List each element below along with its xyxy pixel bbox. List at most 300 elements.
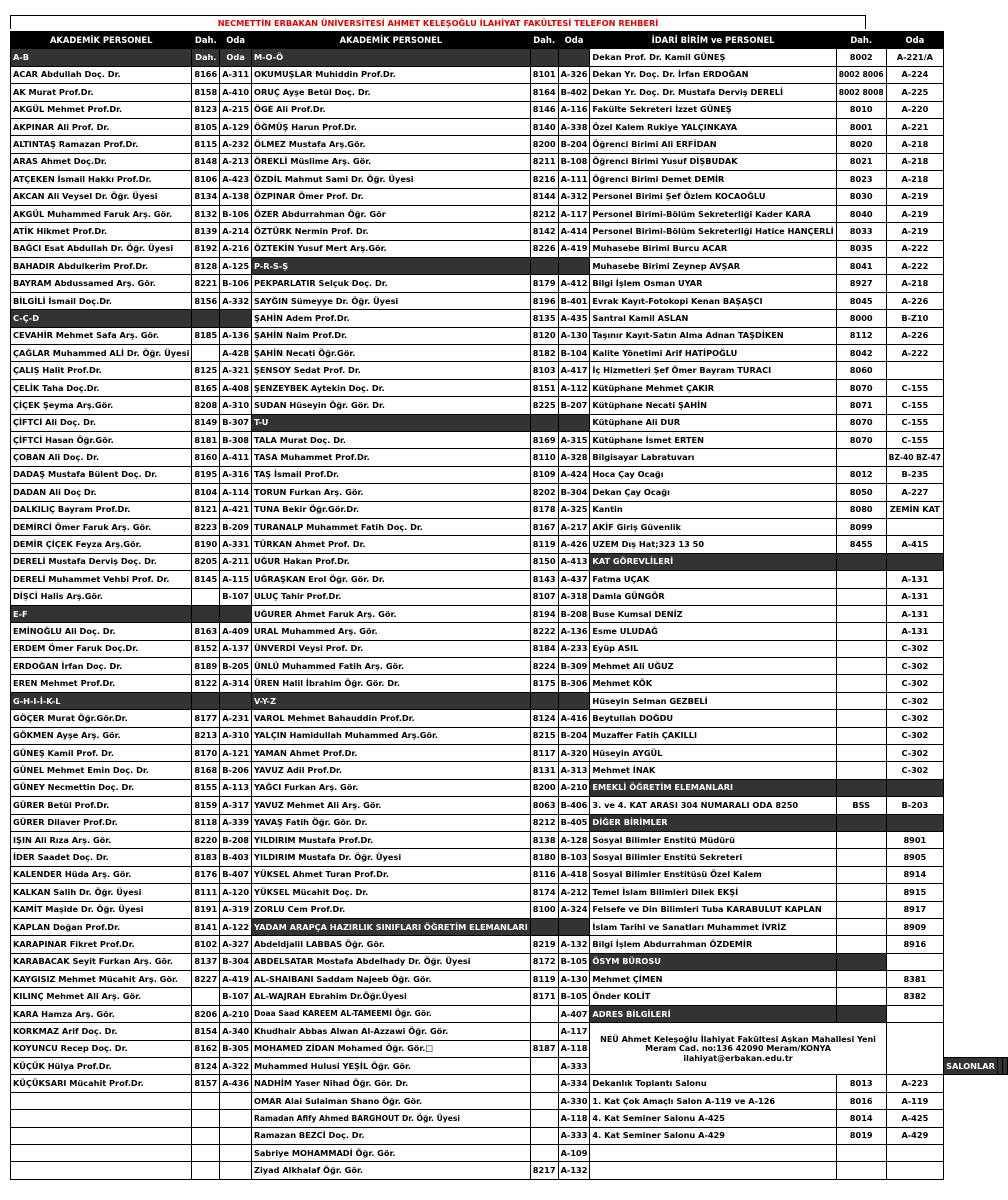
table-row (11, 1110, 1008, 1127)
entry-name: Personel Birimi Şef Özlem KOCAOĞLU (590, 188, 836, 205)
entry-name: AKGÜL Muhammed Faruk Arş. Gör. (11, 205, 192, 222)
room-number: A-138 (220, 188, 252, 205)
entry-name: IŞIN Ali Rıza Arş. Gör. (11, 831, 192, 848)
entry-name: KORKMAZ Arif Doç. Dr. (11, 1023, 192, 1040)
entry-name: Muhasebe Birimi Zeynep AVŞAR (590, 258, 836, 275)
extension-number: 8183 (192, 849, 220, 866)
extension-number: 8139 (192, 223, 220, 240)
entry-name: Dekan Çay Ocağı (590, 484, 836, 501)
room-number: 8909 (886, 918, 943, 935)
extension-number: 8196 (530, 292, 558, 309)
extension-number: 8010 (836, 101, 886, 118)
section-header: T-U (252, 414, 531, 431)
extension-number (530, 1127, 558, 1144)
entry-name: Fakülte Sekreteri İzzet GÜNEŞ (590, 101, 836, 118)
entry-name: DEMİR ÇİÇEK Feyza Arş.Gör. (11, 536, 192, 553)
extension-number: 8150 (530, 553, 558, 570)
extension-number: 8115 (192, 136, 220, 153)
room-number: B-407 (220, 866, 252, 883)
room-number: A-419 (558, 240, 590, 257)
entry-name: ŞENZEYBEK Aytekin Doç. Dr. (252, 379, 531, 396)
extension-number: 8116 (530, 866, 558, 883)
entry-name: İslam Tarihi ve Sanatları Muhammet İVRİZ (590, 918, 836, 935)
room-number: A-418 (558, 866, 590, 883)
table-row (11, 345, 1008, 362)
extension-number (836, 449, 886, 466)
extension-number: 8035 (836, 240, 886, 257)
extension-number (836, 936, 886, 953)
room-number: B-305 (220, 1040, 252, 1057)
table-row (11, 936, 1008, 953)
entry-name: ŞENSOY Sedat Prof. Dr. (252, 362, 531, 379)
extension-number: 8110 (530, 449, 558, 466)
extension-number: 8134 (192, 188, 220, 205)
entry-name: CEVAHİR Mehmet Safa Arş. Gör. (11, 327, 192, 344)
section-header-ext (530, 49, 558, 66)
extension-number: 8217 (530, 1162, 558, 1179)
room-number: A-417 (558, 362, 590, 379)
room-number: A-321 (220, 362, 252, 379)
table-row (11, 849, 1008, 866)
table-row (11, 379, 1008, 396)
extension-number: 8002 8008 (836, 84, 886, 101)
table-row (11, 101, 1008, 118)
extension-number: 8927 (836, 275, 886, 292)
entry-name: Mehmet Ali UĞUZ (590, 658, 836, 675)
section-header-room (1002, 1058, 1007, 1075)
room-number: 8382 (886, 988, 943, 1005)
entry-name: Temel İslam Bilimleri Dilek EKŞİ (590, 884, 836, 901)
table-row (11, 84, 1008, 101)
extension-number: 8121 (192, 501, 220, 518)
room-number: A-339 (220, 814, 252, 831)
room-number: C-302 (886, 640, 943, 657)
entry-name: TURANALP Muhammet Fatih Doç. Dr. (252, 518, 531, 535)
entry-name: ÜREN Halil İbrahim Öğr. Gör. Dr. (252, 675, 531, 692)
section-header-room (220, 692, 252, 709)
section-header-room (558, 692, 590, 709)
room-number: B-403 (220, 849, 252, 866)
room-number: A-219 (886, 188, 943, 205)
extension-number: 8151 (530, 379, 558, 396)
room-number: A-318 (558, 588, 590, 605)
room-number: A-413 (558, 553, 590, 570)
entry-name: DALKILIÇ Bayram Prof.Dr. (11, 501, 192, 518)
table-row (11, 171, 1008, 188)
room-number: A-233 (558, 640, 590, 657)
room-number: A-328 (558, 449, 590, 466)
col2-header-name: AKADEMİK PERSONEL (252, 32, 531, 49)
room-number: 8914 (886, 866, 943, 883)
entry-name: İDER Saadet Doç. Dr. (11, 849, 192, 866)
section-header-ext (836, 553, 886, 570)
entry-name: DERELİ Muhammet Vehbi Prof. Dr. (11, 571, 192, 588)
entry-name: KAYGISIZ Mehmet Mücahit Arş. Gör. (11, 971, 192, 988)
table-row (11, 1023, 1008, 1040)
room-number: A-217 (558, 518, 590, 535)
room-number: C-155 (886, 397, 943, 414)
entry-name: ULUÇ Tahir Prof.Dr. (252, 588, 531, 605)
extension-number (530, 1058, 558, 1075)
extension-number (836, 745, 886, 762)
room-number: B-107 (220, 988, 252, 1005)
table-row (11, 692, 1008, 709)
entry-name: Evrak Kayıt-Fotokopi Kenan BAŞAŞCI (590, 292, 836, 309)
room-number: A-218 (886, 153, 943, 170)
extension-number: 8041 (836, 258, 886, 275)
room-number (220, 1162, 252, 1179)
col1-header-ext: Dah. (192, 32, 220, 49)
room-number: A-129 (220, 118, 252, 135)
extension-number: 8146 (530, 101, 558, 118)
entry-name: UĞRAŞKAN Erol Öğr. Gör. Dr. (252, 571, 531, 588)
entry-name: Muhammed Hulusi YEŞİL Öğr. Gör. (252, 1058, 531, 1075)
entry-name: Taşınır Kayıt-Satın Alma Adnan TAŞDİKEN (590, 327, 836, 344)
extension-number: 8070 (836, 379, 886, 396)
entry-name: ATİK Hikmet Prof.Dr. (11, 223, 192, 240)
room-number: 8905 (886, 849, 943, 866)
entry-name: Mehmet KÖK (590, 675, 836, 692)
extension-number (192, 1092, 220, 1109)
section-header: C-Ç-D (11, 310, 192, 327)
room-number: A-131 (886, 605, 943, 622)
extension-number (836, 588, 886, 605)
extension-number (836, 988, 886, 1005)
room-number: A-409 (220, 623, 252, 640)
table-row (11, 779, 1008, 796)
entry-name: DERELİ Mustafa Derviş Doç. Dr. (11, 553, 192, 570)
room-number: B-209 (220, 518, 252, 535)
extension-number: 8189 (192, 658, 220, 675)
entry-name: Önder KOLİT (590, 988, 836, 1005)
extension-number (192, 988, 220, 1005)
entry-name: AKİF Giriş Güvenlik (590, 518, 836, 535)
room-number: A-334 (558, 1075, 590, 1092)
room-number: A-226 (886, 292, 943, 309)
room-number: A-130 (558, 971, 590, 988)
room-number: A-116 (558, 101, 590, 118)
room-number: A-118 (558, 1040, 590, 1057)
extension-number: 8206 (192, 1005, 220, 1022)
extension-number: 8160 (192, 449, 220, 466)
room-number: A-221 (886, 118, 943, 135)
extension-number (836, 971, 886, 988)
entry-name: DADAŞ Mustafa Bülent Doç. Dr. (11, 466, 192, 483)
room-number: C-302 (886, 658, 943, 675)
room-number: A-131 (886, 588, 943, 605)
room-number: B-304 (558, 484, 590, 501)
entry-name: Kütüphane İsmet ERTEN (590, 431, 836, 448)
table-row (11, 971, 1008, 988)
entry-name: YAĞCI Furkan Arş. Gör. (252, 779, 531, 796)
extension-number: 8142 (530, 223, 558, 240)
extension-number (836, 884, 886, 901)
table-row (11, 901, 1008, 918)
extension-number (836, 571, 886, 588)
entry-name: Beytullah DOĞDU (590, 710, 836, 727)
extension-number: 8042 (836, 345, 886, 362)
extension-number: 8163 (192, 623, 220, 640)
extension-number: 8178 (530, 501, 558, 518)
room-number: C-302 (886, 727, 943, 744)
entry-name: YILDIRIM Mustafa Dr. Öğr. Üyesi (252, 849, 531, 866)
room-number: ZEMİN KAT (886, 501, 943, 518)
section-header-ext (192, 692, 220, 709)
room-number: A-227 (886, 484, 943, 501)
entry-name: Bilgi İşlem Osman UYAR (590, 275, 836, 292)
room-number: A-212 (558, 884, 590, 901)
extension-number: 8002 8006 (836, 66, 886, 83)
extension-number: 8124 (192, 1058, 220, 1075)
entry-name: KARA Hamza Arş. Gör. (11, 1005, 192, 1022)
entry-name: ÇİÇEK Şeyma Arş.Gör. (11, 397, 192, 414)
section-header: KAT GÖREVLİLERİ (590, 553, 836, 570)
room-number: A-136 (220, 327, 252, 344)
section-header: DİĞER BİRİMLER (590, 814, 836, 831)
room-number: A-437 (558, 571, 590, 588)
extension-number: 8070 (836, 431, 886, 448)
extension-number: 8215 (530, 727, 558, 744)
extension-number: 8012 (836, 466, 886, 483)
extension-number (836, 692, 886, 709)
extension-number: 8221 (192, 275, 220, 292)
table-row (11, 223, 1008, 240)
entry-name: Personel Birimi-Bölüm Sekreterliği Hatice HANÇERLİ (590, 223, 836, 240)
table-row (11, 675, 1008, 692)
phone-directory-table (10, 31, 1008, 1180)
extension-number (192, 1145, 220, 1162)
room-number: A-424 (558, 466, 590, 483)
section-header: P-R-S-Ş (252, 258, 531, 275)
entry-name: BAĞCI Esat Abdullah Dr. Öğr. Üyesi (11, 240, 192, 257)
table-row (11, 362, 1008, 379)
table-row (11, 918, 1008, 935)
room-number: A-224 (886, 66, 943, 83)
entry-name: Esme ULUDAĞ (590, 623, 836, 640)
table-row (11, 727, 1008, 744)
room-number: A-222 (886, 240, 943, 257)
extension-number (836, 866, 886, 883)
section-header-room (220, 605, 252, 622)
entry-name: OMAR Alai Sulaiman Shano Öğr. Gör. (252, 1092, 531, 1109)
room-number: A-333 (558, 1058, 590, 1075)
extension-number: 8211 (530, 153, 558, 170)
room-number: A-131 (886, 571, 943, 588)
table-row (11, 745, 1008, 762)
room-number: A-120 (220, 884, 252, 901)
entry-name: Bilgi İşlem Abdurrahman ÖZDEMİR (590, 936, 836, 953)
extension-number: 8159 (192, 797, 220, 814)
room-number: A-219 (886, 205, 943, 222)
extension-number (530, 1075, 558, 1092)
extension-number: 8200 (530, 779, 558, 796)
table-row (11, 762, 1008, 779)
extension-number: 8060 (836, 362, 886, 379)
room-number: A-119 (886, 1092, 943, 1109)
extension-number: 8132 (192, 205, 220, 222)
table-row (11, 988, 1008, 1005)
table-row (11, 536, 1008, 553)
section-header-room (558, 49, 590, 66)
room-number (886, 1145, 943, 1162)
room-number: A-317 (220, 797, 252, 814)
extension-number: 8109 (530, 466, 558, 483)
extension-number: 8033 (836, 223, 886, 240)
extension-number: 8080 (836, 501, 886, 518)
table-row (11, 466, 1008, 483)
table-row (11, 640, 1008, 657)
entry-name: UZEM Dış Hat;323 13 50 (590, 536, 836, 553)
extension-number: 8220 (192, 831, 220, 848)
entry-name: KALKAN Salih Dr. Öğr. Üyesi (11, 884, 192, 901)
entry-name: Doaa Saad KAREEM AL-TAMEEMI Öğr. Gör. (252, 1005, 531, 1022)
room-number: A-319 (220, 901, 252, 918)
room-number: A-426 (558, 536, 590, 553)
entry-name: TASA Muhammet Prof.Dr. (252, 449, 531, 466)
room-number: B-203 (886, 797, 943, 814)
extension-number: 8016 (836, 1092, 886, 1109)
entry-name: ERDOĞAN İrfan Doç. Dr. (11, 658, 192, 675)
extension-number: 8120 (530, 327, 558, 344)
extension-number: 8122 (192, 675, 220, 692)
entry-name: ZORLU Cem Prof.Dr. (252, 901, 531, 918)
section-header: A-B (11, 49, 192, 66)
room-number: A-423 (220, 171, 252, 188)
table-row (11, 814, 1008, 831)
table-row (11, 118, 1008, 135)
document-title: NECMETTİN ERBAKAN ÜNİVERSİTESİ AHMET KELEŞOĞLU İLAHİYAT FAKÜLTESİ TELEFON REHBERİ (10, 15, 866, 29)
room-number: A-222 (886, 345, 943, 362)
extension-number: 8169 (530, 431, 558, 448)
extension-number: 8190 (192, 536, 220, 553)
entry-name: UĞURER Ahmet Faruk Arş. Gör. (252, 605, 531, 622)
entry-name: KARABACAK Seyit Furkan Arş. Gör. (11, 953, 192, 970)
entry-name: Hoca Çay Ocağı (590, 466, 836, 483)
extension-number (836, 849, 886, 866)
entry-name: VAROL Mehmet Bahauddin Prof.Dr. (252, 710, 531, 727)
room-number: A-117 (558, 1023, 590, 1040)
extension-number (192, 1162, 220, 1179)
extension-number: 8164 (530, 84, 558, 101)
room-number: A-211 (220, 553, 252, 570)
entry-name: Fatma UÇAK (590, 571, 836, 588)
room-number: A-324 (558, 901, 590, 918)
extension-number: 8212 (530, 814, 558, 831)
room-number (220, 1092, 252, 1109)
room-number: A-218 (886, 136, 943, 153)
room-number: A-316 (220, 466, 252, 483)
table-row (11, 553, 1008, 570)
entry-name: Kütüphane Ali DUR (590, 414, 836, 431)
room-number: B-106 (220, 275, 252, 292)
room-number: B-103 (558, 849, 590, 866)
room-number: B-406 (558, 797, 590, 814)
entry-name: Bilgisayar Labratuvarı (590, 449, 836, 466)
room-number: A-130 (558, 327, 590, 344)
entry-name: Felsefe ve Din Bilimleri Tuba KARABULUT KAPLAN (590, 901, 836, 918)
room-number (220, 1145, 252, 1162)
room-number: A-210 (220, 1005, 252, 1022)
table-row (11, 449, 1008, 466)
entry-name: ÖREKLİ Müslime Arş. Gör. (252, 153, 531, 170)
table-row (11, 1092, 1008, 1109)
room-number: A-112 (558, 379, 590, 396)
table-row (11, 431, 1008, 448)
extension-number: 8182 (530, 345, 558, 362)
entry-name: Özel Kalem Rukiye YALÇINKAYA (590, 118, 836, 135)
entry-name: AKPINAR Ali Prof. Dr. (11, 118, 192, 135)
extension-number: 8030 (836, 188, 886, 205)
entry-name: Muhasebe Birimi Burcu ACAR (590, 240, 836, 257)
extension-number: 8184 (530, 640, 558, 657)
room-number: A-219 (886, 223, 943, 240)
extension-number: 8179 (530, 275, 558, 292)
extension-number: 8176 (192, 866, 220, 883)
entry-name: Hüseyin Selman GEZBELİ (590, 692, 836, 709)
extension-number: 8171 (530, 988, 558, 1005)
extension-number: 8001 (836, 118, 886, 135)
section-header-room (886, 553, 943, 570)
extension-number: 8101 (530, 66, 558, 83)
entry-name: DİŞCİ Halis Arş.Gör. (11, 588, 192, 605)
entry-name (11, 1145, 192, 1162)
room-number (220, 1127, 252, 1144)
entry-name: GÜNEŞ Kamil Prof. Dr. (11, 745, 192, 762)
room-number: B-207 (558, 397, 590, 414)
col3-header-ext: Dah. (836, 32, 886, 49)
extension-number: 8213 (192, 727, 220, 744)
extension-number: 8143 (530, 571, 558, 588)
entry-name: ŞAHİN Naim Prof.Dr. (252, 327, 531, 344)
room-number: B-204 (558, 727, 590, 744)
extension-number (530, 1145, 558, 1162)
entry-name: Damla GÜNGÖR (590, 588, 836, 605)
room-number: C-302 (886, 692, 943, 709)
room-number (220, 1110, 252, 1127)
entry-name: ORUÇ Ayşe Betül Doç. Dr. (252, 84, 531, 101)
section-header: SALONLAR (944, 1058, 998, 1075)
entry-name: ÇELİK Taha Doç.Dr. (11, 379, 192, 396)
room-number: A-326 (558, 66, 590, 83)
room-number: A-315 (558, 431, 590, 448)
section-header-room (558, 918, 590, 935)
extension-number: 8145 (192, 571, 220, 588)
room-number (886, 362, 943, 379)
entry-name: KARAPINAR Fikret Prof.Dr. (11, 936, 192, 953)
extension-number: 8224 (530, 658, 558, 675)
extension-number: 8185 (192, 327, 220, 344)
room-number: A-113 (220, 779, 252, 796)
entry-name: ATÇEKEN İsmail Hakkı Prof.Dr. (11, 171, 192, 188)
room-number: A-428 (220, 345, 252, 362)
table-row (11, 571, 1008, 588)
entry-name: ÖGE Ali Prof.Dr. (252, 101, 531, 118)
room-number: A-410 (220, 84, 252, 101)
entry-name (11, 1162, 192, 1179)
extension-number: 8124 (530, 710, 558, 727)
entry-name: ÖZDİL Mahmut Sami Dr. Öğr. Üyesi (252, 171, 531, 188)
entry-name: ÇAĞLAR Muhammed ALİ Dr. Öğr. Üyesi (11, 345, 192, 362)
extension-number: 8119 (530, 536, 558, 553)
table-row (11, 258, 1008, 275)
entry-name: Ramazan BEZCİ Doç. Dr. (252, 1127, 531, 1144)
extension-number (836, 640, 886, 657)
entry-name: Muzaffer Fatih ÇAKILLI (590, 727, 836, 744)
section-header-ext: Dah. (192, 49, 220, 66)
extension-number: 8212 (530, 205, 558, 222)
table-row (11, 501, 1008, 518)
entry-name: BİLGİLİ İsmail Doç.Dr. (11, 292, 192, 309)
